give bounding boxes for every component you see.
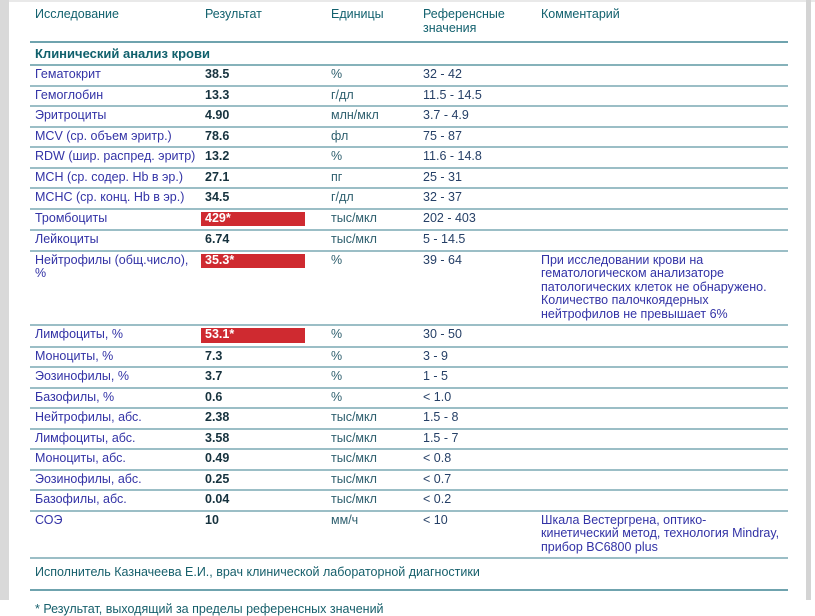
result-cell: 13.3 xyxy=(200,86,326,107)
reference-cell: < 1.0 xyxy=(418,388,536,409)
comment-cell: При исследовании крови на гематологическом анализаторе патологических клеток не обнаружено. Количество палочкоядерных нейтрофилов не превышает 6% xyxy=(536,251,788,326)
table-row xyxy=(30,388,788,409)
table-row xyxy=(30,65,788,86)
test-name-cell: Гематокрит xyxy=(30,65,200,86)
reference-cell: 1.5 - 7 xyxy=(418,429,536,450)
reference-cell: 3.7 - 4.9 xyxy=(418,106,536,127)
out-of-range-footnote: * Результат, выходящий за пределы референсных значений xyxy=(35,602,384,616)
test-name-cell: Эозинофилы, абс. xyxy=(30,470,200,491)
comment-cell xyxy=(536,168,788,189)
units-cell: пг xyxy=(326,168,418,189)
table-row xyxy=(30,408,788,429)
result-cell: 0.49 xyxy=(200,449,326,470)
test-name-cell: MCH (ср. содер. Hb в эр.) xyxy=(30,168,200,189)
result-cell: 38.5 xyxy=(200,65,326,86)
units-cell: % xyxy=(326,325,418,347)
table-row xyxy=(30,127,788,148)
result-cell: 10 xyxy=(200,511,326,559)
reference-cell: 11.5 - 14.5 xyxy=(418,86,536,107)
table-row xyxy=(30,449,788,470)
scan-edge-right xyxy=(806,0,811,600)
table-row xyxy=(30,429,788,450)
reference-cell: 202 - 403 xyxy=(418,209,536,231)
result-cell: 4.90 xyxy=(200,106,326,127)
comment-cell xyxy=(536,470,788,491)
table-row xyxy=(30,168,788,189)
units-cell: фл xyxy=(326,127,418,148)
units-cell: тыс/мкл xyxy=(326,209,418,231)
result-cell: 0.04 xyxy=(200,490,326,511)
units-cell: тыс/мкл xyxy=(326,490,418,511)
column-header-units: Единицы xyxy=(326,4,418,42)
comment-cell xyxy=(536,209,788,231)
table-row xyxy=(30,86,788,107)
section-header-row xyxy=(30,42,788,65)
reference-cell: 39 - 64 xyxy=(418,251,536,326)
test-name-cell: Гемоглобин xyxy=(30,86,200,107)
result-cell: 13.2 xyxy=(200,147,326,168)
table-row xyxy=(30,147,788,168)
executor-line: Исполнитель Казначеева Е.И., врач клинической лабораторной диагностики xyxy=(30,559,788,591)
reference-cell: 5 - 14.5 xyxy=(418,230,536,251)
test-name-cell: Базофилы, абс. xyxy=(30,490,200,511)
comment-cell xyxy=(536,408,788,429)
scan-edge-left xyxy=(0,0,9,600)
comment-cell xyxy=(536,490,788,511)
result-cell: 0.6 xyxy=(200,388,326,409)
reference-cell: 32 - 37 xyxy=(418,188,536,209)
units-cell: % xyxy=(326,147,418,168)
units-cell: % xyxy=(326,251,418,326)
test-name-cell: Тромбоциты xyxy=(30,209,200,231)
result-cell: 0.25 xyxy=(200,470,326,491)
units-cell: млн/мкл xyxy=(326,106,418,127)
table-row xyxy=(30,325,788,347)
comment-cell xyxy=(536,347,788,368)
comment-cell xyxy=(536,65,788,86)
test-name-cell: Нейтрофилы (общ.число), % xyxy=(30,251,200,326)
test-name-cell: Эозинофилы, % xyxy=(30,367,200,388)
test-name-cell: Моноциты, абс. xyxy=(30,449,200,470)
units-cell: тыс/мкл xyxy=(326,408,418,429)
test-name-cell: Эритроциты xyxy=(30,106,200,127)
test-name-cell: MCHC (ср. конц. Hb в эр.) xyxy=(30,188,200,209)
reference-cell: 30 - 50 xyxy=(418,325,536,347)
units-cell: г/дл xyxy=(326,86,418,107)
result-cell xyxy=(200,325,326,347)
section-title: Клинический анализ крови xyxy=(30,42,788,65)
comment-cell xyxy=(536,147,788,168)
units-cell: % xyxy=(326,347,418,368)
comment-cell xyxy=(536,86,788,107)
test-name-cell: Базофилы, % xyxy=(30,388,200,409)
units-cell: мм/ч xyxy=(326,511,418,559)
reference-cell: 32 - 42 xyxy=(418,65,536,86)
result-cell: 7.3 xyxy=(200,347,326,368)
units-cell: тыс/мкл xyxy=(326,470,418,491)
result-cell xyxy=(200,209,326,231)
reference-cell: 3 - 9 xyxy=(418,347,536,368)
reference-cell: 1 - 5 xyxy=(418,367,536,388)
comment-cell xyxy=(536,127,788,148)
reference-cell: 75 - 87 xyxy=(418,127,536,148)
test-name-cell: Моноциты, % xyxy=(30,347,200,368)
test-name-cell: Лимфоциты, % xyxy=(30,325,200,347)
reference-cell: 1.5 - 8 xyxy=(418,408,536,429)
result-cell: 34.5 xyxy=(200,188,326,209)
comment-cell: Шкала Вестергрена, оптико-кинетический метод, технология Mindray, прибор BC6800 plus xyxy=(536,511,788,559)
table-row xyxy=(30,251,788,326)
table-row xyxy=(30,367,788,388)
reference-cell: < 0.2 xyxy=(418,490,536,511)
units-cell: тыс/мкл xyxy=(326,449,418,470)
units-cell: % xyxy=(326,367,418,388)
units-cell: % xyxy=(326,388,418,409)
test-name-cell: Лейкоциты xyxy=(30,230,200,251)
column-header-result: Результат xyxy=(200,4,326,42)
column-header-comment: Комментарий xyxy=(536,4,788,42)
table-row xyxy=(30,490,788,511)
comment-cell xyxy=(536,188,788,209)
comment-cell xyxy=(536,449,788,470)
table-row xyxy=(30,511,788,559)
table-row xyxy=(30,188,788,209)
column-header-reference: Референсные значения xyxy=(418,4,536,42)
result-cell xyxy=(200,251,326,326)
table-header-row xyxy=(30,4,788,42)
result-cell: 2.38 xyxy=(200,408,326,429)
result-cell: 3.7 xyxy=(200,367,326,388)
comment-cell xyxy=(536,325,788,347)
reference-cell: < 0.7 xyxy=(418,470,536,491)
test-name-cell: MCV (ср. объем эритр.) xyxy=(30,127,200,148)
test-name-cell: СОЭ xyxy=(30,511,200,559)
comment-cell xyxy=(536,429,788,450)
results-tbody xyxy=(30,65,788,558)
comment-cell xyxy=(536,230,788,251)
reference-cell: 25 - 31 xyxy=(418,168,536,189)
units-cell: тыс/мкл xyxy=(326,230,418,251)
test-name-cell: Лимфоциты, абс. xyxy=(30,429,200,450)
table-row xyxy=(30,347,788,368)
comment-cell xyxy=(536,106,788,127)
test-name-cell: RDW (шир. распред. эритр) xyxy=(30,147,200,168)
comment-cell xyxy=(536,367,788,388)
scan-edge-top xyxy=(0,0,815,2)
units-cell: % xyxy=(326,65,418,86)
out-of-range-value: 53.1* xyxy=(201,328,305,343)
units-cell: тыс/мкл xyxy=(326,429,418,450)
result-cell: 27.1 xyxy=(200,168,326,189)
reference-cell: < 0.8 xyxy=(418,449,536,470)
reference-cell: 11.6 - 14.8 xyxy=(418,147,536,168)
test-name-cell: Нейтрофилы, абс. xyxy=(30,408,200,429)
out-of-range-value: 35.3* xyxy=(201,254,305,269)
units-cell: г/дл xyxy=(326,188,418,209)
out-of-range-value: 429* xyxy=(201,212,305,227)
result-cell: 6.74 xyxy=(200,230,326,251)
reference-cell: < 10 xyxy=(418,511,536,559)
result-cell: 78.6 xyxy=(200,127,326,148)
results-table xyxy=(30,4,788,559)
column-header-test: Исследование xyxy=(30,4,200,42)
result-cell: 3.58 xyxy=(200,429,326,450)
table-row xyxy=(30,230,788,251)
table-row xyxy=(30,209,788,231)
report-content xyxy=(30,4,788,616)
comment-cell xyxy=(536,388,788,409)
table-row xyxy=(30,106,788,127)
table-row xyxy=(30,470,788,491)
